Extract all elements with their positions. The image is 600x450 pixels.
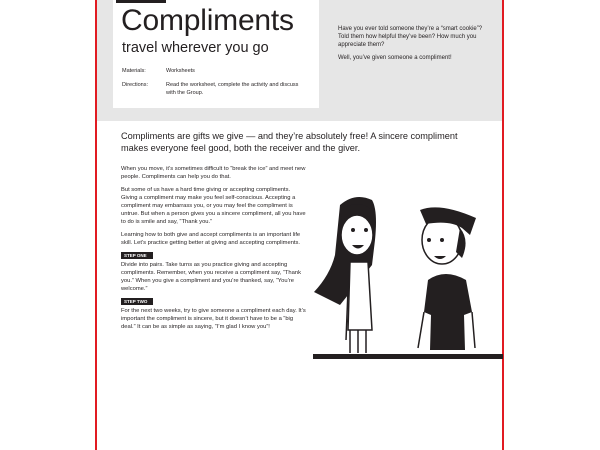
floor-line <box>313 354 503 359</box>
intro-text <box>338 25 488 67</box>
step-one-badge: STEP ONE <box>121 252 153 259</box>
materials-label: Materials: <box>122 68 146 74</box>
page-border-left <box>95 0 97 450</box>
page-subtitle: travel wherever you go <box>122 40 269 56</box>
boy-figure <box>418 207 476 350</box>
lead-paragraph: Compliments are gifts we give — and they’re absolutely free! A sincere compliment makes everyone feel good, both the receiver and the giver. <box>121 131 458 153</box>
step-two-badge: STEP TWO <box>121 298 153 305</box>
materials-value: Worksheets <box>166 68 195 74</box>
page-border-right <box>502 0 504 450</box>
girl-figure <box>314 197 376 353</box>
directions-label: Directions: <box>122 82 148 88</box>
intro-paragraph: Have you ever told someone they’re a “smart cookie”? Told them how helpful they’ve been? How much you appreciate them? <box>338 26 483 48</box>
directions-value: Read the worksheet, complete the activity and discuss with the Group. <box>166 82 299 96</box>
step-one-text: Divide into pairs. Take turns as you practice giving and accepting compliments. Remember, when you receive a compliment say, “Thank you.” When you give a compliment and you’re thanked, say, “You’re welcome.” <box>121 262 301 292</box>
body-paragraph: But some of us have a hard time giving or accepting compliments. Giving a compliment may make you feel self-conscious. Accepting a compliment may embarrass you, or you may feel the compliment is untrue. But when a person gives you a sincere compliment, all you have to do is smile and say, “Thank you.” <box>121 187 306 225</box>
body-column <box>121 165 306 336</box>
unit-tab <box>116 0 166 3</box>
step-two-text: For the next two weeks, try to give someone a compliment each day. It’s important the compliment is sincere, but it doesn’t have to be a “big deal.” It can be as simple as saying, “I’m glad I know you”! <box>121 308 306 330</box>
illustration-two-kids <box>300 180 500 360</box>
body-paragraph: Learning how to both give and accept compliments is an important life skill. Let’s practice getting better at giving and accepting compliments. <box>121 232 301 246</box>
body-paragraph: When you move, it’s sometimes difficult to “break the ice” and meet new people. Compliments can help you do that. <box>121 166 306 180</box>
page-title: Compliments <box>121 4 294 37</box>
intro-paragraph: Well, you’ve given someone a compliment! <box>338 55 452 61</box>
